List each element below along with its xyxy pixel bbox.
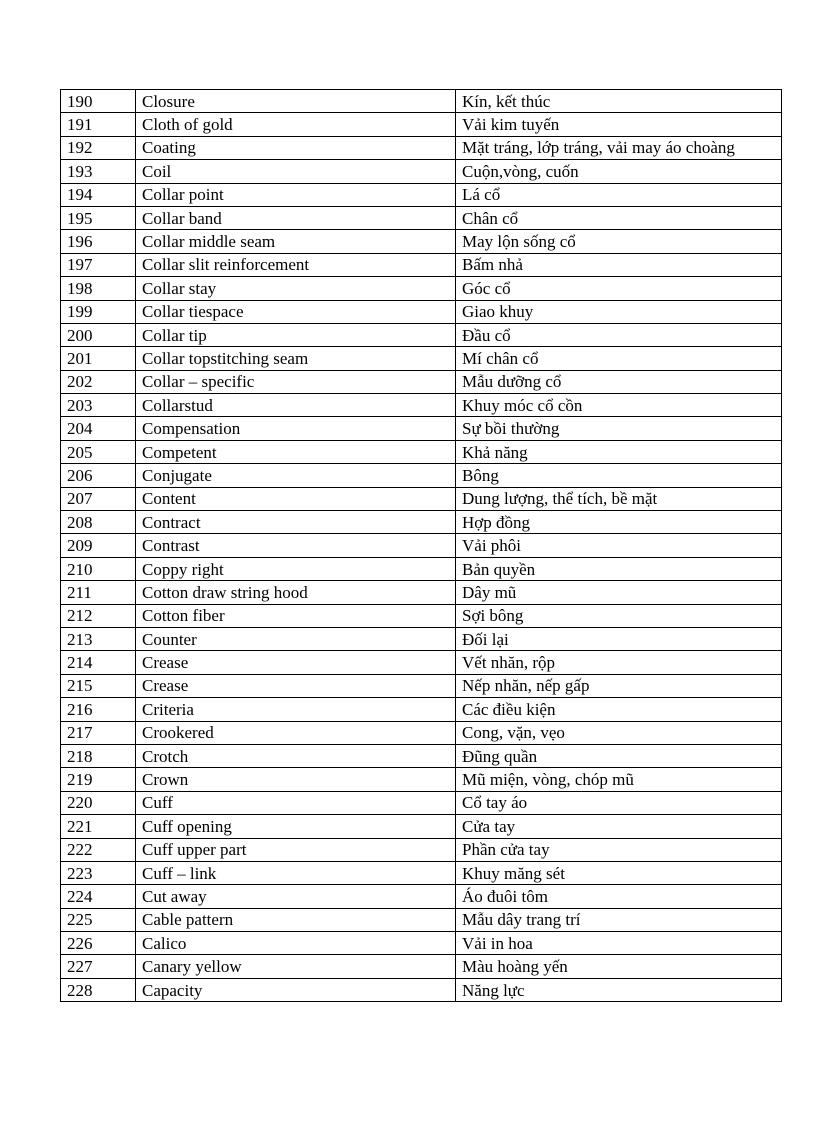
- entry-number: 200: [61, 323, 136, 346]
- table-row: [61, 768, 782, 791]
- table-row: [61, 674, 782, 697]
- entry-term: Coil: [136, 160, 456, 183]
- entry-number: 194: [61, 183, 136, 206]
- entry-term: Collar point: [136, 183, 456, 206]
- entry-translation: Cuộn,vòng, cuốn: [456, 160, 782, 183]
- entry-translation: Vải kim tuyến: [456, 113, 782, 136]
- entry-number: 198: [61, 277, 136, 300]
- entry-translation: Góc cổ: [456, 277, 782, 300]
- entry-term: Collar topstitching seam: [136, 347, 456, 370]
- table-row: [61, 651, 782, 674]
- entry-number: 217: [61, 721, 136, 744]
- entry-number: 205: [61, 440, 136, 463]
- entry-translation: Sợi bông: [456, 604, 782, 627]
- entry-number: 212: [61, 604, 136, 627]
- entry-number: 193: [61, 160, 136, 183]
- entry-number: 220: [61, 791, 136, 814]
- entry-number: 197: [61, 253, 136, 276]
- entry-number: 206: [61, 464, 136, 487]
- entry-translation: Giao khuy: [456, 300, 782, 323]
- entry-number: 215: [61, 674, 136, 697]
- table-row: [61, 791, 782, 814]
- table-row: [61, 604, 782, 627]
- table-row: [61, 838, 782, 861]
- entry-translation: Phần cửa tay: [456, 838, 782, 861]
- entry-translation: Cong, vặn, vẹo: [456, 721, 782, 744]
- entry-number: 226: [61, 932, 136, 955]
- entry-term: Crown: [136, 768, 456, 791]
- entry-number: 204: [61, 417, 136, 440]
- entry-term: Contract: [136, 511, 456, 534]
- entry-term: Collar tip: [136, 323, 456, 346]
- entry-term: Conjugate: [136, 464, 456, 487]
- table-row: [61, 908, 782, 931]
- entry-term: Collar middle seam: [136, 230, 456, 253]
- entry-translation: Cổ tay áo: [456, 791, 782, 814]
- entry-term: Counter: [136, 627, 456, 650]
- table-row: [61, 253, 782, 276]
- entry-term: Closure: [136, 90, 456, 113]
- table-row: [61, 277, 782, 300]
- entry-translation: Đũng quần: [456, 744, 782, 767]
- entry-term: Cable pattern: [136, 908, 456, 931]
- entry-number: 225: [61, 908, 136, 931]
- entry-number: 219: [61, 768, 136, 791]
- entry-number: 199: [61, 300, 136, 323]
- table-row: [61, 978, 782, 1001]
- entry-term: Contrast: [136, 534, 456, 557]
- table-row: [61, 557, 782, 580]
- table-row: [61, 347, 782, 370]
- entry-term: Cuff upper part: [136, 838, 456, 861]
- entry-number: 190: [61, 90, 136, 113]
- entry-term: Cotton fiber: [136, 604, 456, 627]
- entry-number: 209: [61, 534, 136, 557]
- table-row: [61, 698, 782, 721]
- entry-translation: Hợp đồng: [456, 511, 782, 534]
- entry-term: Crotch: [136, 744, 456, 767]
- glossary-body: [61, 90, 782, 1002]
- entry-translation: Bấm nhả: [456, 253, 782, 276]
- table-row: [61, 487, 782, 510]
- table-row: [61, 440, 782, 463]
- entry-term: Collarstud: [136, 394, 456, 417]
- entry-term: Coppy right: [136, 557, 456, 580]
- entry-term: Capacity: [136, 978, 456, 1001]
- entry-number: 208: [61, 511, 136, 534]
- table-row: [61, 861, 782, 884]
- entry-translation: Bản quyền: [456, 557, 782, 580]
- entry-term: Criteria: [136, 698, 456, 721]
- entry-term: Crookered: [136, 721, 456, 744]
- entry-translation: Lá cổ: [456, 183, 782, 206]
- entry-translation: Chân cổ: [456, 206, 782, 229]
- entry-translation: Kín, kết thúc: [456, 90, 782, 113]
- entry-term: Cuff: [136, 791, 456, 814]
- entry-translation: May lộn sống cổ: [456, 230, 782, 253]
- entry-translation: Năng lực: [456, 978, 782, 1001]
- entry-term: Cut away: [136, 885, 456, 908]
- entry-translation: Áo đuôi tôm: [456, 885, 782, 908]
- entry-term: Canary yellow: [136, 955, 456, 978]
- entry-term: Compensation: [136, 417, 456, 440]
- entry-number: 224: [61, 885, 136, 908]
- entry-number: 223: [61, 861, 136, 884]
- table-row: [61, 744, 782, 767]
- entry-translation: Màu hoàng yến: [456, 955, 782, 978]
- table-row: [61, 815, 782, 838]
- table-row: [61, 464, 782, 487]
- entry-translation: Nếp nhăn, nếp gấp: [456, 674, 782, 697]
- entry-translation: Khả năng: [456, 440, 782, 463]
- entry-translation: Vết nhăn, rộp: [456, 651, 782, 674]
- table-row: [61, 932, 782, 955]
- entry-translation: Mặt tráng, lớp tráng, vải may áo choàng: [456, 136, 782, 159]
- entry-translation: Dung lượng, thể tích, bề mặt: [456, 487, 782, 510]
- entry-number: 214: [61, 651, 136, 674]
- table-row: [61, 136, 782, 159]
- entry-term: Crease: [136, 674, 456, 697]
- entry-number: 228: [61, 978, 136, 1001]
- table-row: [61, 417, 782, 440]
- entry-translation: Vải phôi: [456, 534, 782, 557]
- entry-translation: Bông: [456, 464, 782, 487]
- entry-number: 218: [61, 744, 136, 767]
- entry-term: Competent: [136, 440, 456, 463]
- table-row: [61, 230, 782, 253]
- entry-translation: Cửa tay: [456, 815, 782, 838]
- entry-translation: Đối lại: [456, 627, 782, 650]
- entry-translation: Mí chân cổ: [456, 347, 782, 370]
- entry-number: 192: [61, 136, 136, 159]
- glossary-table: [60, 89, 782, 1002]
- table-row: [61, 394, 782, 417]
- entry-number: 207: [61, 487, 136, 510]
- table-row: [61, 627, 782, 650]
- entry-term: Collar band: [136, 206, 456, 229]
- entry-term: Cuff – link: [136, 861, 456, 884]
- entry-number: 196: [61, 230, 136, 253]
- entry-number: 211: [61, 581, 136, 604]
- entry-translation: Vải in hoa: [456, 932, 782, 955]
- table-row: [61, 183, 782, 206]
- table-row: [61, 323, 782, 346]
- entry-translation: Sự bồi thường: [456, 417, 782, 440]
- entry-number: 222: [61, 838, 136, 861]
- table-row: [61, 206, 782, 229]
- entry-translation: Dây mũ: [456, 581, 782, 604]
- table-row: [61, 370, 782, 393]
- entry-number: 195: [61, 206, 136, 229]
- table-row: [61, 113, 782, 136]
- entry-term: Coating: [136, 136, 456, 159]
- entry-number: 201: [61, 347, 136, 370]
- entry-term: Cloth of gold: [136, 113, 456, 136]
- entry-term: Content: [136, 487, 456, 510]
- table-row: [61, 511, 782, 534]
- entry-number: 191: [61, 113, 136, 136]
- table-row: [61, 955, 782, 978]
- entry-number: 227: [61, 955, 136, 978]
- entry-translation: Mũ miện, vòng, chóp mũ: [456, 768, 782, 791]
- entry-term: Collar tiespace: [136, 300, 456, 323]
- entry-number: 221: [61, 815, 136, 838]
- entry-translation: Các điều kiện: [456, 698, 782, 721]
- table-row: [61, 534, 782, 557]
- entry-translation: Khuy măng sét: [456, 861, 782, 884]
- table-row: [61, 721, 782, 744]
- entry-number: 213: [61, 627, 136, 650]
- table-row: [61, 90, 782, 113]
- entry-number: 203: [61, 394, 136, 417]
- table-row: [61, 581, 782, 604]
- entry-term: Crease: [136, 651, 456, 674]
- entry-term: Cuff opening: [136, 815, 456, 838]
- entry-number: 202: [61, 370, 136, 393]
- table-row: [61, 300, 782, 323]
- entry-term: Collar – specific: [136, 370, 456, 393]
- table-row: [61, 160, 782, 183]
- entry-translation: Khuy móc cổ cồn: [456, 394, 782, 417]
- entry-number: 210: [61, 557, 136, 580]
- entry-term: Calico: [136, 932, 456, 955]
- entry-translation: Mẫu dây trang trí: [456, 908, 782, 931]
- entry-number: 216: [61, 698, 136, 721]
- entry-term: Cotton draw string hood: [136, 581, 456, 604]
- table-row: [61, 885, 782, 908]
- entry-translation: Mẫu dưỡng cổ: [456, 370, 782, 393]
- entry-term: Collar stay: [136, 277, 456, 300]
- entry-translation: Đầu cổ: [456, 323, 782, 346]
- entry-term: Collar slit reinforcement: [136, 253, 456, 276]
